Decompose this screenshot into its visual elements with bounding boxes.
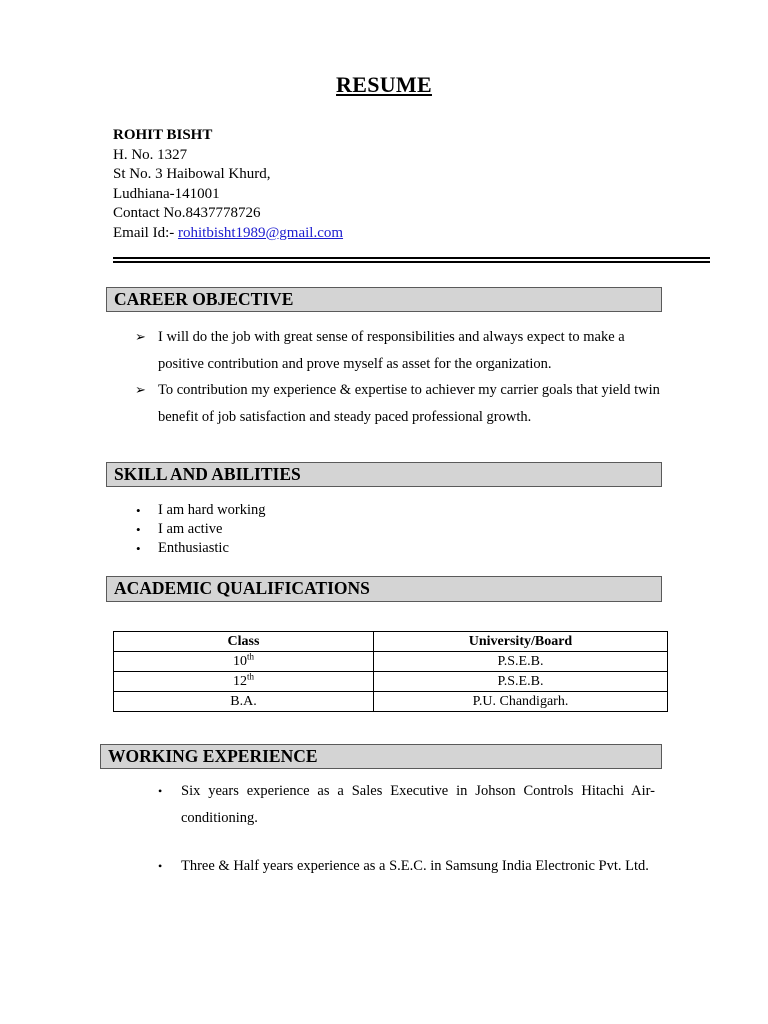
arrow-bullet-icon: ➢ [135, 329, 146, 344]
divider-rule-bottom [113, 261, 710, 263]
table-row [114, 652, 668, 672]
table-row [114, 692, 668, 712]
email-line [113, 224, 343, 244]
career-objective-list [135, 324, 660, 430]
bullet-dot-icon: • [136, 541, 141, 556]
column-header-board: University/Board [374, 632, 668, 652]
class-cell [114, 672, 374, 692]
address-line-2: St No. 3 Haibowal Khurd, [113, 166, 271, 182]
career-objective-text: To contribution my experience & expertise to achiever my carrier goals that yield twin benefit of job satisfaction and steady paced professional growth. [158, 382, 660, 425]
table-row [114, 672, 668, 692]
career-objective-item [135, 324, 660, 377]
column-header-class: Class [114, 632, 374, 652]
experience-text: Six years experience as a Sales Executive in Johson Controls Hitachi Air-conditioning. [181, 783, 655, 826]
skills-heading: SKILL AND ABILITIES [106, 462, 662, 487]
divider-rule-top [113, 257, 710, 259]
address-line-1: H. No. 1327 [113, 146, 188, 163]
experience-list [158, 778, 655, 880]
skill-text: I am active [158, 521, 223, 537]
document-title: RESUME [336, 72, 432, 97]
board-cell: P.S.E.B. [374, 652, 668, 672]
board-cell: P.S.E.B. [374, 672, 668, 692]
class-cell [114, 652, 374, 672]
skill-item [135, 501, 266, 520]
class-value: 12 [232, 674, 247, 689]
class-value: 10 [232, 654, 247, 669]
bullet-dot-icon: • [136, 522, 141, 537]
contact-block [113, 126, 343, 243]
class-value: B.A. [230, 694, 257, 709]
experience-heading: WORKING EXPERIENCE [100, 744, 662, 769]
class-suffix: th [246, 651, 254, 662]
academic-table [113, 631, 668, 712]
career-objective-heading: CAREER OBJECTIVE [106, 287, 662, 312]
email-label: Email Id:- [113, 224, 178, 241]
experience-text: Three & Half years experience as a S.E.C. in Samsung India Electronic Pvt. Ltd. [181, 858, 649, 874]
class-suffix: th [246, 671, 254, 682]
bullet-dot-icon: • [158, 784, 163, 798]
skills-list [135, 501, 266, 558]
skill-text: Enthusiastic [158, 540, 229, 556]
skill-item [135, 539, 266, 558]
academic-table-header-row [114, 632, 668, 652]
experience-item [158, 853, 655, 880]
skill-item [135, 520, 266, 539]
class-cell [114, 692, 374, 712]
experience-item [158, 778, 655, 832]
address-line-3: Ludhiana-141001 [113, 185, 220, 202]
bullet-dot-icon: • [136, 503, 141, 518]
candidate-name: ROHIT BISHT [113, 127, 213, 143]
career-objective-item [135, 377, 660, 430]
arrow-bullet-icon: ➢ [135, 382, 146, 397]
email-link[interactable]: rohitbisht1989@gmail.com [177, 224, 344, 241]
bullet-dot-icon: • [158, 859, 163, 873]
phone-number: Contact No.8437778726 [113, 205, 261, 221]
academic-heading: ACADEMIC QUALIFICATIONS [106, 576, 662, 602]
board-cell: P.U. Chandigarh. [374, 692, 668, 712]
career-objective-text: I will do the job with great sense of responsibilities and always expect to make a positive contribution and prove myself as asset for the organization. [158, 329, 625, 372]
skill-text: I am hard working [158, 502, 266, 518]
